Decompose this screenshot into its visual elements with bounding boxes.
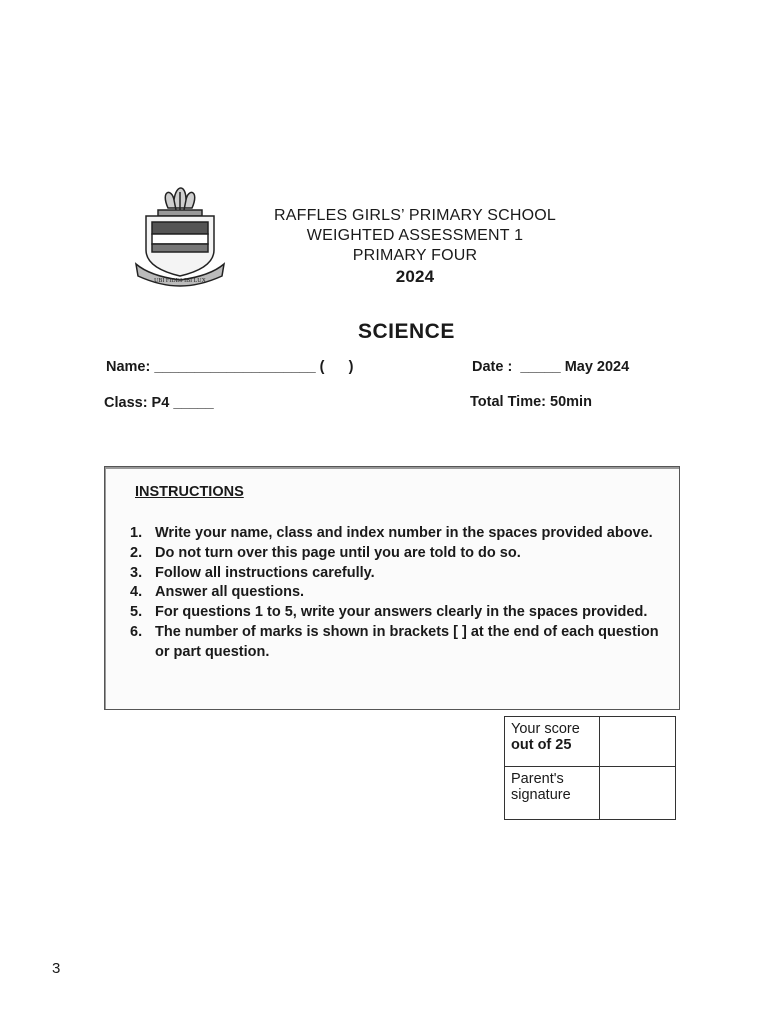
assessment-title: WEIGHTED ASSESSMENT 1 — [306, 227, 524, 244]
date-field[interactable]: Date : _____ May 2024 — [472, 359, 630, 375]
school-name: RAFFLES GIRLS’ PRIMARY SCHOOL — [273, 207, 557, 224]
page-number: 3 — [52, 960, 61, 977]
instruction-item: 4. Answer all questions. — [130, 584, 305, 601]
crest-motto: UBI FIDES IBI LUX — [154, 278, 206, 284]
instruction-item: 6. The number of marks is shown in brackets [ ] at the end of each question or part question. — [130, 623, 659, 660]
subject-title: SCIENCE — [358, 320, 455, 343]
score-label-cell: Your score out of 25 — [505, 717, 600, 767]
total-time-label: Total Time: 50min — [470, 394, 592, 410]
instruction-item: 2. Do not turn over this page until you are told to do so. — [130, 544, 521, 561]
instruction-item: 5. For questions 1 to 5, write your answers clearly in the spaces provided. — [130, 604, 648, 621]
level-label: PRIMARY FOUR — [352, 247, 478, 264]
signature-label-cell: Parent's signature — [505, 767, 600, 820]
score-value-cell[interactable] — [600, 717, 676, 767]
year-label: 2024 — [395, 267, 435, 286]
name-field[interactable]: Name: ____________________ ( ) — [106, 359, 354, 375]
instruction-item: 1. Write your name, class and index number in the spaces provided above. — [130, 525, 653, 541]
exam-header — [200, 206, 630, 287]
signature-value-cell[interactable] — [600, 767, 676, 820]
instruction-item: 3. Follow all instructions carefully. — [130, 564, 375, 581]
class-field[interactable]: Class: P4 _____ — [104, 395, 214, 411]
instructions-title: INSTRUCTIONS — [135, 484, 244, 500]
score-table — [504, 716, 676, 820]
instructions-list — [124, 524, 664, 663]
